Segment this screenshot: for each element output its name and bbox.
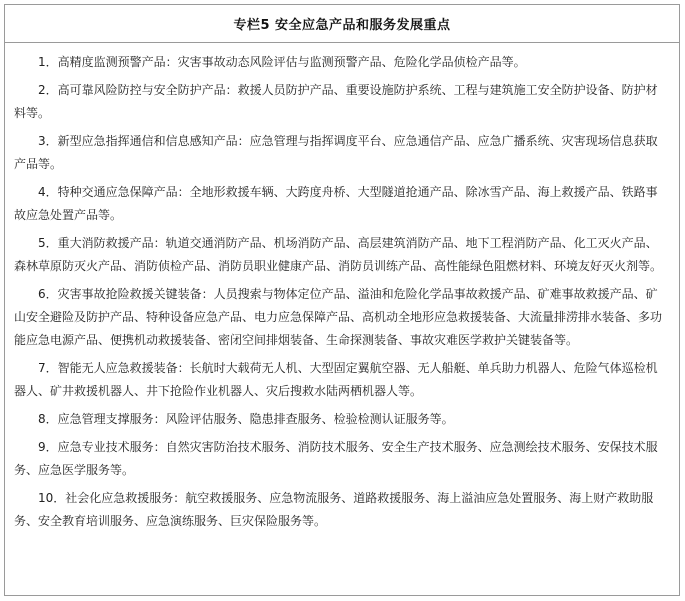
list-item: 6．灾害事故抢险救援关键装备：人员搜索与物体定位产品、溢油和危险化学品事故救援产品、矿难事故救援产品、矿山安全避险及防护产品、特种设备应急产品、电力应急保障产品、高机动全地形应急救援装备、大流量排涝排水装备、多功能应急电源产品、便携机动救援装备、密闭空间排烟装备、生命探测装备、事故灾难医学救护关键装备等。	[14, 287, 663, 347]
list-item: 7．智能无人应急救援装备：长航时大载荷无人机、大型固定翼航空器、无人船艇、单兵助力机器人、危险气体巡检机器人、矿井救援机器人、井下抢险作业机器人、灾后搜救水陆两栖机器人等。	[14, 361, 658, 398]
list-item: 1．高精度监测预警产品：灾害事故动态风险评估与监测预警产品、危险化学品侦检产品等。	[38, 55, 526, 69]
list-item: 5．重大消防救援产品：轨道交通消防产品、机场消防产品、高层建筑消防产品、地下工程消防产品、化工灭火产品、森林草原防灭火产品、消防侦检产品、消防员职业健康产品、消防员训练产品、高性能绿色阻燃材料、环境友好灭火剂等。	[14, 236, 663, 273]
list-item: 2．高可靠风险防控与安全防护产品：救援人员防护产品、重要设施防护系统、工程与建筑施工安全防护设备、防护材料等。	[14, 83, 658, 120]
list-item: 4．特种交通应急保障产品：全地形救援车辆、大跨度舟桥、大型隧道抢通产品、除冰雪产品、海上救援产品、铁路事故应急处置产品等。	[14, 185, 658, 222]
list-item: 9．应急专业技术服务：自然灾害防治技术服务、消防技术服务、安全生产技术服务、应急测绘技术服务、安保技术服务、应急医学服务等。	[14, 440, 658, 477]
special-column-box	[4, 4, 680, 596]
list-item: 3．新型应急指挥通信和信息感知产品：应急管理与指挥调度平台、应急通信产品、应急广播系统、灾害现场信息获取产品等。	[14, 134, 658, 171]
column-title: 专栏5 安全应急产品和服务发展重点	[233, 18, 451, 33]
list-item: 10．社会化应急救援服务：航空救援服务、应急物流服务、道路救援服务、海上溢油应急处置服务、海上财产救助服务、安全教育培训服务、应急演练服务、巨灾保险服务等。	[14, 491, 654, 528]
list-item: 8．应急管理支撑服务：风险评估服务、隐患排查服务、检验检测认证服务等。	[38, 412, 454, 426]
title-row	[5, 5, 679, 43]
content-area	[5, 43, 679, 533]
